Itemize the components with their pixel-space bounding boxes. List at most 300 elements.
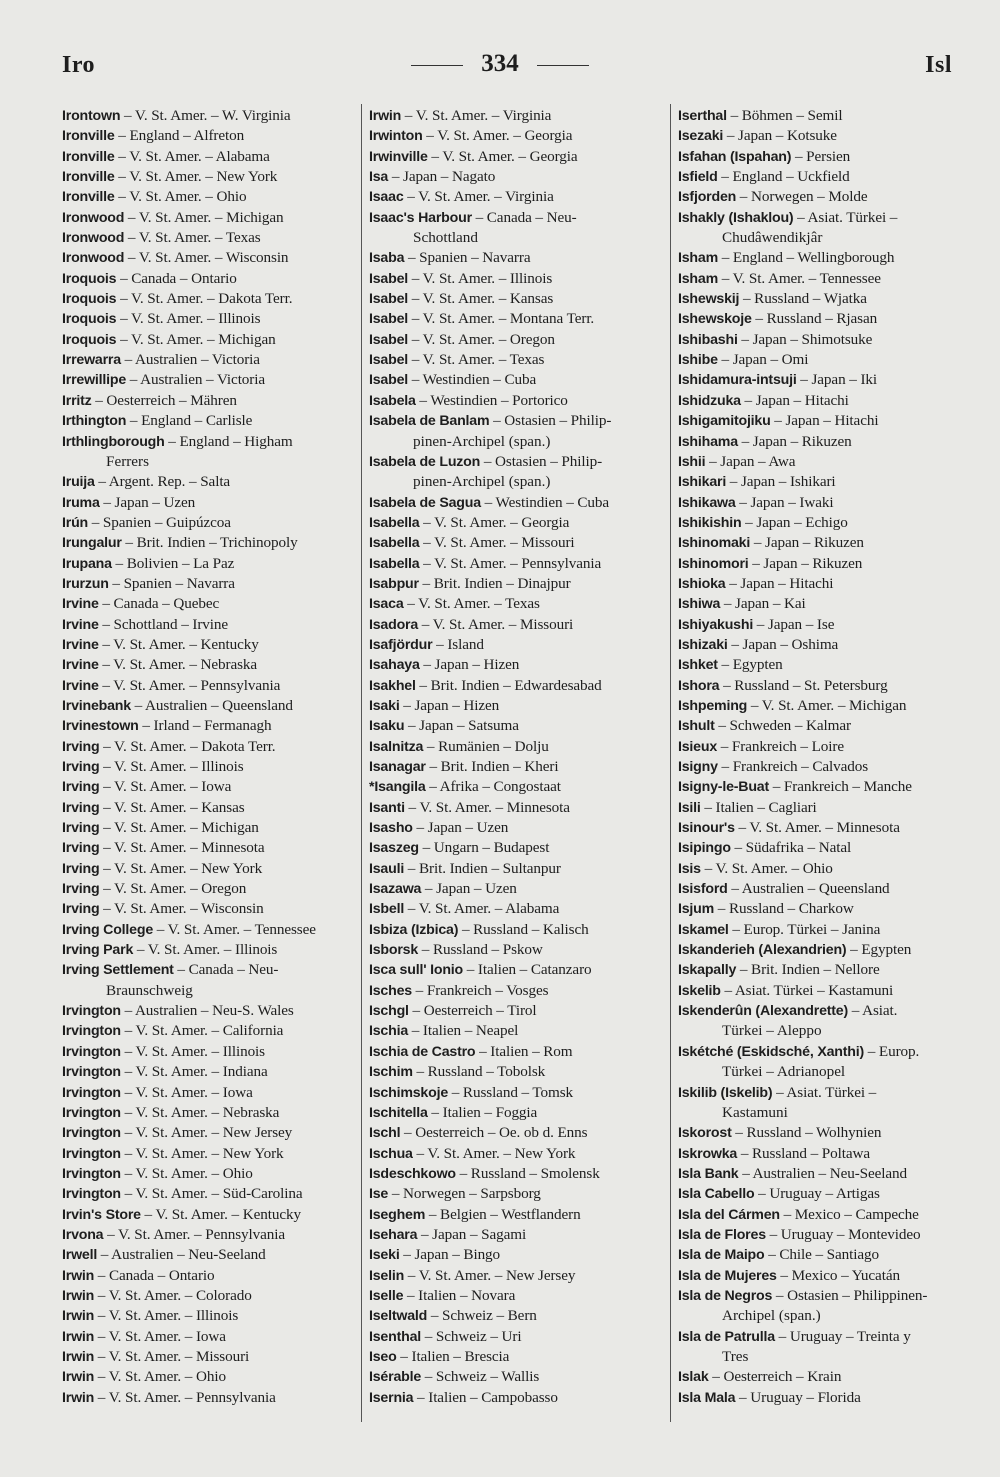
entry-place-name: Irvinebank [62,697,131,714]
entry-location: – Australien – Victoria [120,351,260,369]
gazetteer-entry [62,330,360,350]
entry-place-name: Isigny [678,759,718,775]
entry-location: – Italien – Campobasso [413,1388,558,1406]
running-head-last-entry: Isl [925,52,952,78]
entry-place-name: Irwin [62,1328,95,1345]
gazetteer-entry [62,696,360,716]
entry-place-name: Isaki [369,697,400,714]
entry-location: – V. St. Amer. – Illinois [133,941,278,959]
entry-place-name: Irrewarra [62,352,121,369]
gazetteer-entry [369,533,669,553]
gazetteer-entry [62,676,360,696]
entry-location: – V. St. Amer. – Alabama [114,147,270,165]
gazetteer-entry [369,574,669,594]
entry-place-name: Iskilib (Iskelib) [678,1084,773,1101]
entry-place-name: Isernia [369,1389,414,1406]
entry-location: – Italien – Novara [403,1286,516,1304]
gazetteer-entry [62,920,360,940]
entry-continuation: Archipel (span.) [722,1307,821,1325]
entry-place-name: Irwin [369,108,402,124]
entry-place-name: Ishiyakushi [678,616,754,633]
gazetteer-entry [678,432,978,452]
gazetteer-entry [62,1083,360,1103]
entry-location: – Afrika – Congostaat [425,778,561,796]
entry-location: – V. St. Amer. – Ohio [114,188,247,206]
entry-place-name: Iseltwald [369,1308,428,1325]
entry-location: – Japan – Iwaki [735,493,834,511]
entry-location: – V. St. Amer. – New York [99,859,263,877]
gazetteer-entry [678,574,978,594]
entry-location: – Europ. [864,1042,920,1060]
gazetteer-entry [62,1123,360,1143]
entry-place-name: Iroquois [62,291,117,308]
gazetteer-entry [62,1001,360,1021]
gazetteer-entry [369,716,669,736]
entry-place-name: Ishinomaki [678,535,751,552]
gazetteer-entry [369,1103,669,1123]
gazetteer-entry [369,879,669,899]
gazetteer-entry [369,1388,669,1408]
entry-location: – Oesterreich – Oe. ob d. Enns [400,1124,588,1142]
entry-place-name: Isla de Flores [678,1226,766,1243]
entry-continuation: Chudâwendikjâr [722,229,823,247]
gazetteer-entry [62,574,360,594]
entry-place-name: Iroquois [62,331,117,348]
entry-place-name: Isabela [369,392,416,409]
entry-location: – Schweiz – Uri [421,1327,522,1345]
gazetteer-entry [369,1367,669,1387]
entry-place-name: Isabela de Luzon [369,453,481,470]
entry-place-name: Ischim [369,1064,413,1081]
entry-place-name: Ishidzuka [678,392,741,409]
gazetteer-entry [62,960,360,1001]
entry-location: – V. St. Amer. – Colorado [94,1286,252,1304]
entry-place-name: Irvine [62,657,99,674]
entry-location: – Westindien – Cuba [480,493,610,511]
gazetteer-entry [369,1184,669,1204]
entry-place-name: Isinour's [678,820,735,837]
entry-place-name: Irving [62,820,100,837]
entry-place-name: Irvington [62,1043,121,1060]
entry-location: – Schweiz – Bern [427,1307,537,1325]
gazetteer-entry [369,757,669,777]
entry-place-name: Irving College [62,921,154,938]
gazetteer-entry [62,472,360,492]
entry-location: – Japan – Kai [720,595,806,613]
entry-place-name: Irvine [62,636,99,653]
gazetteer-entry [62,1184,360,1204]
entry-place-name: Iruma [62,494,100,511]
entry-location: – V. St. Amer. – Illinois [116,310,261,328]
entry-location: – Italien – Cagliari [700,798,817,816]
entry-location: – V. St. Amer. – Missouri [418,615,574,633]
gazetteer-entry [369,838,669,858]
gazetteer-column-2 [369,106,669,1408]
gazetteer-entry [62,1327,360,1347]
entry-location: – Australien – Neu-Seeland [738,1164,908,1182]
gazetteer-entry [369,493,669,513]
entry-location: – V. St. Amer. – Nebraska [98,656,258,674]
entry-location: – V. St. Amer. – Pennsylvania [419,554,602,572]
gazetteer-entry [678,859,978,879]
gazetteer-entry [369,696,669,716]
entry-place-name: Isabella [369,535,420,552]
entry-location: – Frankreich – Calvados [717,758,869,775]
entry-location: – Brit. Indien – Sultanpur [404,859,561,877]
entry-place-name: Isérable [369,1369,422,1386]
gazetteer-entry [678,493,978,513]
entry-location: – England – Alfreton [114,127,245,145]
entry-location: – Russland – Smolensk [455,1164,600,1182]
entry-location: – Australien – Queensland [727,880,890,898]
gazetteer-entry [678,960,978,980]
gazetteer-entry [678,167,978,187]
gazetteer-entry [62,737,360,757]
entry-place-name: Irrewillipe [62,372,127,389]
entry-location: – V. St. Amer. – New Jersey [120,1124,293,1142]
entry-location: – Japan – Awa [705,452,796,470]
entry-place-name: Irvington [62,1186,121,1203]
entry-place-name: Isabpur [369,575,419,592]
entry-place-name: Isham [678,270,719,287]
gazetteer-entry [369,513,669,533]
gazetteer-entry [678,940,978,960]
entry-location: – Spanien – Navarra [108,574,235,592]
entry-location: – Canada – Neu- [471,208,577,226]
entry-location: – V. St. Amer. – Ohio [120,1164,253,1182]
gazetteer-entry [369,655,669,675]
entry-location: – V. St. Amer. – Illinois [99,758,244,775]
entry-place-name: Isahaya [369,657,420,674]
gazetteer-entry [369,798,669,818]
entry-location: – Russland – Poltawa [737,1144,871,1162]
entry-location: – Japan – Ishikari [726,473,836,491]
entry-location: – Asiat. Türkei – [772,1083,877,1101]
entry-location: – Westindien – Cuba [408,371,537,389]
gazetteer-entry [369,1306,669,1326]
entry-place-name: Isfield [678,169,718,186]
entry-place-name: Ironwood [62,230,125,247]
entry-location: – V. St. Amer. – Virginia [403,188,554,206]
entry-location: – Canada – Quebec [98,595,220,613]
entry-location: – Canada – Ontario [116,269,237,287]
entry-location: – Canada – Ontario [94,1266,215,1284]
entry-place-name: Isla Cabello [678,1186,755,1203]
entry-location: – V. St. Amer. – Iowa [99,778,232,796]
entry-place-name: Isaszeg [369,840,419,857]
entry-place-name: Isis [678,860,701,877]
entry-location: – Mexico – Campeche [779,1205,919,1223]
gazetteer-entry [62,513,360,533]
gazetteer-entry [369,248,669,268]
entry-location: – Norwegen – Molde [736,188,868,206]
gazetteer-entry [678,452,978,472]
entry-location: – V. St. Amer. – Missouri [419,534,575,552]
entry-location: – Island [432,635,484,653]
entry-location: – Japan – Rikuzen [737,432,852,450]
gazetteer-entry [369,147,669,167]
gazetteer-entry [678,330,978,350]
entry-location: – Australien – Neu-Seeland [97,1246,266,1264]
entry-location: – Ostasien – Philippinen- [772,1286,928,1304]
gazetteer-entry [678,1225,978,1245]
entry-location: – Japan – Uzen [412,819,509,837]
entry-location: – Schottland – Irvine [98,615,229,633]
entry-place-name: Irwin [62,1389,95,1406]
entry-continuation: Türkei – Aleppo [722,1022,822,1040]
entry-location: – Russland – Wolhynien [731,1124,882,1142]
entry-location: – Uruguay – Montevideo [765,1225,921,1243]
entry-location: – Italien – Foggia [427,1103,538,1121]
gazetteer-column-1 [62,106,360,1408]
gazetteer-entry [678,187,978,207]
entry-location: – V. St. Amer. – Indiana [120,1063,268,1081]
gazetteer-entry [678,1327,978,1368]
entry-place-name: Isla de Negros [678,1287,773,1304]
entry-place-name: Irwin [62,1308,95,1325]
entry-place-name: Iselin [369,1267,405,1284]
entry-location: – Frankreich – Vosges [411,981,549,999]
entry-location: – Belgien – Westflandern [425,1205,581,1223]
entry-place-name: Irvington [62,1145,121,1162]
gazetteer-entry [62,493,360,513]
gazetteer-entry [369,1083,669,1103]
gazetteer-entry [678,513,978,533]
entry-location: – V. St. Amer. – W. Virginia [120,107,291,124]
running-head-first-entry: Iro [62,52,96,78]
gazetteer-entry [678,1001,978,1042]
entry-location: – Frankreich – Manche [769,778,912,796]
entry-location: – V. St. Amer. – Minnesota [99,839,265,857]
entry-location: – V. St. Amer. – Texas [403,595,540,613]
entry-place-name: Ishora [678,677,720,694]
entry-place-name: Irvington [62,1165,121,1182]
gazetteer-entry [369,615,669,635]
entry-location: – Uruguay – Artigas [754,1185,880,1203]
entry-location: – Brit. Indien – Nellore [736,961,880,979]
gazetteer-entry [678,126,978,146]
entry-location: – Russland – St. Petersburg [719,676,888,694]
entry-location: – Asiat. Türkei – [793,208,898,226]
gazetteer-entry [369,1245,669,1265]
entry-place-name: Irving [62,799,100,816]
entry-place-name: Isalnitza [369,738,424,755]
entry-place-name: Isabella [369,555,420,572]
entry-location: – V. St. Amer. – New Jersey [404,1266,576,1284]
gazetteer-entry [678,391,978,411]
gazetteer-entry [369,1266,669,1286]
entry-location: – Japan – Echigo [741,513,848,531]
gazetteer-entry [369,1205,669,1225]
entry-place-name: Ishioka [678,575,726,592]
entry-location: – England – Carlisle [126,412,253,430]
entry-place-name: Ironville [62,189,115,206]
gazetteer-entry [369,269,669,289]
gazetteer-entry [369,370,669,390]
entry-location: – Oesterreich – Krain [708,1368,842,1386]
entry-place-name: Isanagar [369,759,426,775]
entry-place-name: Isipingo [678,840,731,857]
entry-place-name: Ironwood [62,209,125,226]
gazetteer-entry [369,594,669,614]
entry-place-name: Islak [678,1369,709,1386]
entry-location: – V. St. Amer. – Georgia [419,513,570,531]
gazetteer-entry [369,676,669,696]
entry-place-name: Isazawa [369,881,422,898]
entry-place-name: Irving [62,901,100,918]
gazetteer-entry [369,777,669,797]
entry-continuation: Türkei – Adrianopel [722,1063,846,1081]
gazetteer-entry [678,757,978,777]
entry-continuation: pinen-Archipel (span.) [413,473,551,491]
entry-place-name: Isla de Patrulla [678,1328,775,1345]
entry-location: – V. St. Amer. – Pennsylvania [98,676,281,694]
entry-place-name: Iseo [369,1348,397,1365]
entry-location: – V. St. Amer. – Minnesota [404,798,570,816]
entry-location: – Russland – Rjasan [751,310,878,328]
entry-place-name: Ishibashi [678,331,738,348]
entry-location: – Japan – Bingo [399,1246,501,1264]
entry-location: – Italien – Catanzaro [463,961,592,979]
gazetteer-entry [678,981,978,1001]
gazetteer-entry [369,1062,669,1082]
gazetteer-entry [62,533,360,553]
entry-location: – Westindien – Portorico [415,391,568,409]
entry-place-name: Iruija [62,474,95,491]
entry-place-name: Isenthal [369,1328,422,1345]
gazetteer-entry [678,655,978,675]
entry-location: – Egypten [846,941,912,959]
entry-place-name: Irthlingborough [62,433,165,450]
entry-place-name: Irwinton [369,128,423,145]
entry-location: – Norwegen – Sarpsborg [388,1185,541,1203]
gazetteer-entry [369,126,669,146]
entry-location: – Schweden – Kalmar [714,717,851,735]
entry-location: – V. St. Amer. – Michigan [116,330,276,348]
entry-place-name: Ishiwa [678,596,721,613]
entry-location: – Persien [791,147,851,165]
entry-place-name: Iskapally [678,962,737,979]
entry-location: – V. St. Amer. – Michigan [747,696,907,714]
entry-place-name: Isches [369,982,412,999]
entry-location: – Japan – Kotsuke [723,127,837,145]
entry-place-name: Isaac [369,189,404,206]
gazetteer-entry [369,289,669,309]
gazetteer-entry [678,1286,978,1327]
entry-location: – V. St. Amer. – Illinois [408,269,553,287]
entry-place-name: Isisford [678,881,728,898]
entry-location: – V. St. Amer. – Missouri [94,1347,250,1365]
gazetteer-entry [62,269,360,289]
entry-place-name: Ishii [678,453,706,470]
entry-place-name: Iserthal [678,108,727,124]
entry-place-name: Isabel [369,372,409,389]
entry-place-name: Iroquois [62,311,117,328]
gazetteer-entry [62,838,360,858]
entry-continuation: Braunschweig [106,981,193,999]
entry-location: – Spanien – Guipúzcoa [88,513,231,531]
entry-place-name: Ishikawa [678,494,736,511]
gazetteer-entry [369,208,669,249]
gazetteer-entry [369,554,669,574]
gazetteer-entry [369,899,669,919]
entry-place-name: Ishikishin [678,514,742,531]
gazetteer-entry [62,594,360,614]
gazetteer-entry [369,737,669,757]
gazetteer-entry [369,920,669,940]
entry-place-name: Iskanderieh (Alexandrien) [678,942,847,959]
entry-place-name: Ishewskoje [678,311,752,328]
entry-place-name: Isabel [369,270,409,287]
gazetteer-entry [678,737,978,757]
entry-location: – V. St. Amer. – Georgia [427,147,578,165]
gazetteer-entry [62,126,360,146]
entry-location: – V. St. Amer. – Nebraska [120,1103,280,1121]
entry-location: – V. St. Amer. – Tennessee [718,269,881,287]
entry-location: – Asiat. Türkei – Kastamuni [720,981,894,999]
entry-location: – V. St. Amer. – Dakota Terr. [99,737,276,755]
entry-location: – V. St. Amer. – Illinois [94,1307,239,1325]
gazetteer-entry [369,1042,669,1062]
entry-location: – Japan – Sagami [417,1225,527,1243]
entry-place-name: Irvington [62,1064,121,1081]
entry-place-name: Iseghem [369,1206,426,1223]
entry-place-name: Isezaki [678,128,724,145]
entry-place-name: Irwinville [369,148,428,165]
entry-location: – Böhmen – Semil [726,107,843,124]
gazetteer-entry [62,1021,360,1041]
gazetteer-entry [369,167,669,187]
gazetteer-entry [369,981,669,1001]
entry-location: – V. St. Amer. – California [120,1022,284,1040]
entry-location: – V. St. Amer. – Texas [124,229,261,247]
entry-continuation: Kastamuni [722,1103,788,1121]
entry-place-name: Irvin's Store [62,1206,141,1223]
entry-place-name: Irvine [62,596,99,613]
entry-location: – Russland – Tomsk [448,1083,574,1101]
gazetteer-entry [62,147,360,167]
entry-location: – V. St. Amer. – Iowa [94,1327,226,1345]
entry-place-name: Irvine [62,677,99,694]
gazetteer-entry [369,350,669,370]
entry-place-name: Irvington [62,1003,121,1020]
gazetteer-entry [369,106,669,126]
entry-location: – Ostasien – Philip- [480,452,603,470]
entry-place-name: Ishakly (Ishaklou) [678,209,794,226]
entry-place-name: Ishinomori [678,555,749,572]
entry-location: – Japan – Hitachi [725,574,834,592]
entry-location: – Irland – Fermanagh [138,717,272,735]
entry-place-name: Irritz [62,392,92,409]
gazetteer-entry [62,818,360,838]
entry-location: – Russland – Pskow [418,941,543,959]
entry-place-name: Ischia [369,1023,409,1040]
gazetteer-entry [678,472,978,492]
gazetteer-entry [678,696,978,716]
entry-location: – Italien – Rom [475,1042,573,1060]
gazetteer-entry [369,635,669,655]
entry-place-name: *Isangila [369,779,426,796]
gazetteer-entry [62,1286,360,1306]
entry-location: – Brit. Indien – Dinajpur [418,574,571,592]
entry-place-name: Isdeschkowo [369,1165,456,1182]
entry-place-name: Isbiza (Izbica) [369,921,459,938]
entry-location: – V. St. Amer. – Virginia [401,107,552,124]
entry-location: – V. St. Amer. – Süd-Carolina [120,1185,303,1203]
entry-location: – Canada – Neu- [173,961,279,979]
gazetteer-entry [678,1367,978,1387]
gazetteer-entry [62,716,360,736]
